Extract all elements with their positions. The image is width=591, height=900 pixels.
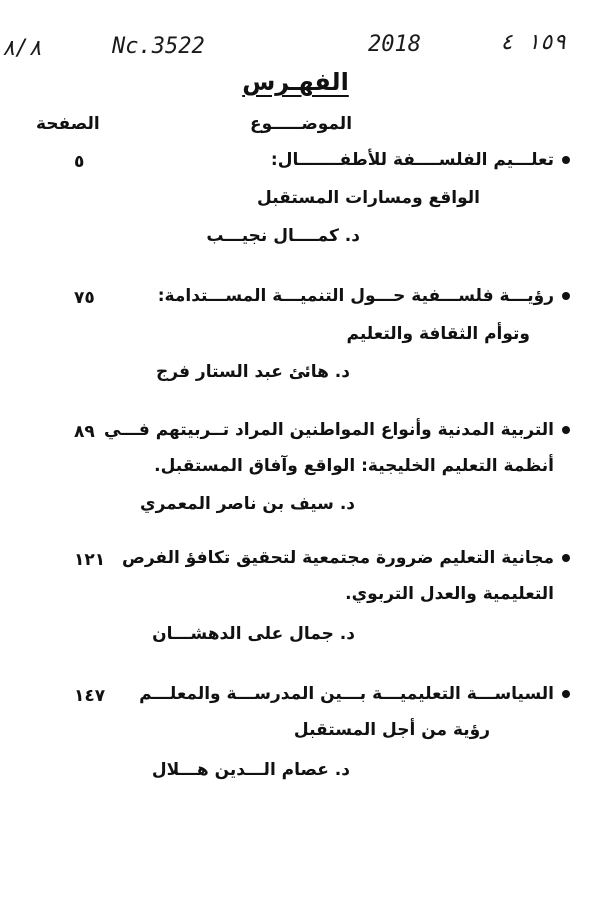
entry-page-number: ٧٥ (74, 288, 95, 308)
entry-author: د. كمــــال نجيـــب (206, 226, 360, 246)
entry-title-line2: وتوأم الثقافة والتعليم (346, 324, 530, 344)
entry-author: د. عصام الـــدين هـــلال (151, 760, 350, 780)
bullet-icon (562, 292, 570, 300)
bullet-icon (562, 554, 570, 562)
entry-title-line2: أنظمة التعليم الخليجية: الواقع وآفاق المستقبل. (154, 456, 554, 476)
handwritten-ref-code: Nc.3522 (112, 34, 205, 59)
entry-page-number: ١٢١ (74, 550, 106, 570)
handwritten-left-mark: ٨/٨ (2, 36, 42, 61)
page-header: الصفحة (36, 114, 100, 134)
page-title: الفهـرس (242, 68, 349, 96)
entry-title-line1: رؤيـــة فلســـفية حـــول التنميـــة المســـتدامة: (157, 286, 554, 306)
entry-title-line2: رؤية من أجل المستقبل (293, 720, 490, 740)
subject-header: الموضـــــوع (250, 114, 353, 134)
entry-page-number: ٨٩ (74, 422, 95, 442)
toc-entry (40, 150, 570, 250)
toc-entry (40, 286, 570, 386)
entry-author: د. سيف بن ناصر المعمري (140, 494, 355, 514)
entry-title-line2: التعليمية والعدل التربوي. (345, 584, 554, 604)
bullet-icon (562, 690, 570, 698)
entry-title-line2: الواقع ومسارات المستقبل (257, 188, 480, 208)
toc-entry (40, 684, 570, 784)
entry-title-line1: التربية المدنية وأنواع المواطنين المراد تــربيتهم فـــي (104, 420, 554, 440)
toc-entry (40, 420, 570, 520)
toc-entry (40, 548, 570, 648)
entry-title-line1: تعلـــيم الفلســــفة للأطفـــــــال: (270, 150, 554, 170)
bullet-icon (562, 156, 570, 164)
entry-title-line1: مجانية التعليم ضرورة مجتمعية لتحقيق تكافؤ الفرص (121, 548, 554, 568)
entry-page-number: ٥ (74, 152, 85, 172)
entry-author: د. هائئ عبد الستار فرج (156, 362, 350, 382)
handwritten-date: 2018 (368, 32, 421, 57)
bullet-icon (562, 426, 570, 434)
handwritten-right-mark: ١٥٩ ٤ (500, 30, 567, 55)
entry-author: د. جمال على الدهشـــان (152, 624, 355, 644)
entry-page-number: ١٤٧ (74, 686, 106, 706)
entry-title-line1: السياســـة التعليميـــة بـــين المدرســـة والمعلـــم (139, 684, 554, 704)
